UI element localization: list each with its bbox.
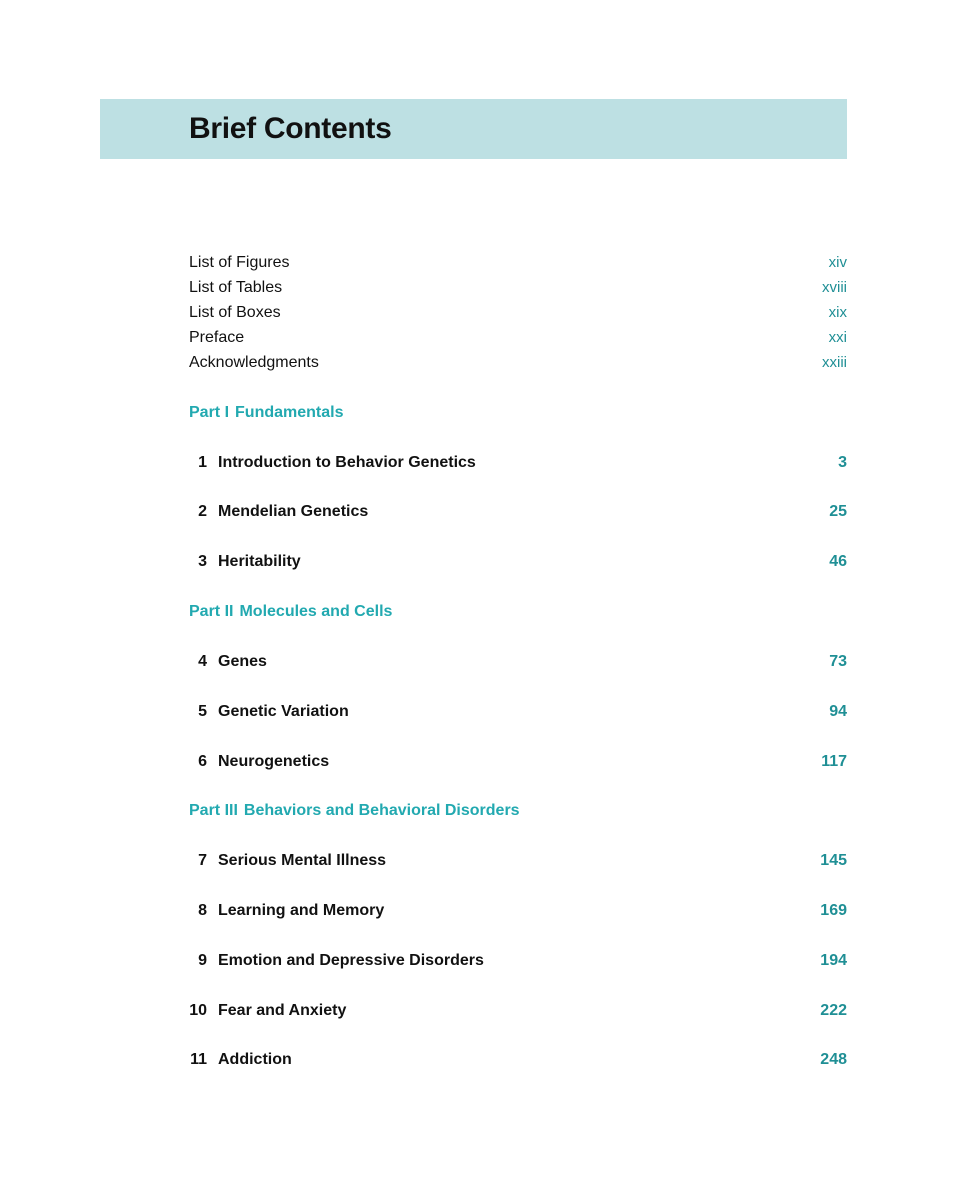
chapter-page: 3 <box>838 454 847 471</box>
part-label: Part II <box>189 603 234 620</box>
toc-entry-label: List of Boxes <box>189 304 281 321</box>
chapter-entry-9[interactable] <box>189 949 847 973</box>
chapter-title: Genetic Variation <box>218 703 349 720</box>
chapter-title: Fear and Anxiety <box>218 1002 347 1019</box>
chapter-page: 145 <box>820 852 847 869</box>
chapter-page: 248 <box>820 1051 847 1068</box>
chapter-entry-3[interactable] <box>189 550 847 574</box>
chapter-entry-8[interactable] <box>189 899 847 923</box>
part-label: Part I <box>189 404 230 421</box>
chapter-page: 194 <box>820 952 847 969</box>
chapter-entry-10[interactable] <box>189 999 847 1023</box>
chapter-number: 7 <box>198 852 207 869</box>
part-name: Behaviors and Behavioral Disorders <box>243 802 520 819</box>
chapter-entry-2[interactable] <box>189 500 847 524</box>
toc-entry-list-of-boxes[interactable] <box>189 301 847 325</box>
toc-entry-page: xviii <box>822 279 847 296</box>
toc-entry-page: xxiii <box>822 354 847 371</box>
chapter-number: 1 <box>198 454 207 471</box>
chapter-number: 3 <box>198 553 207 570</box>
chapter-number: 2 <box>198 503 207 520</box>
part-heading-2[interactable] <box>189 600 847 624</box>
chapter-title: Introduction to Behavior Genetics <box>218 454 476 471</box>
chapter-entry-11[interactable] <box>189 1048 847 1072</box>
toc-entry-page: xiv <box>828 254 847 271</box>
chapter-page: 222 <box>820 1002 847 1019</box>
toc-entry-label: List of Figures <box>189 254 290 271</box>
title-band <box>100 99 847 159</box>
part-heading-3[interactable] <box>189 799 847 823</box>
chapter-title: Neurogenetics <box>218 753 330 770</box>
toc-entry-page: xxi <box>828 329 847 346</box>
toc-entry-label: Acknowledgments <box>189 354 319 371</box>
chapter-entry-7[interactable] <box>189 849 847 873</box>
toc-entry-label: Preface <box>189 329 245 346</box>
chapter-title: Mendelian Genetics <box>218 503 369 520</box>
chapter-title: Heritability <box>218 553 301 570</box>
chapter-number: 6 <box>198 753 207 770</box>
chapter-title: Genes <box>218 653 267 670</box>
chapter-number: 8 <box>198 902 207 919</box>
part-name: Molecules and Cells <box>239 603 393 620</box>
chapter-page: 73 <box>829 653 847 670</box>
toc-entry-list-of-tables[interactable] <box>189 276 847 300</box>
chapter-number: 10 <box>189 1002 207 1019</box>
toc-entry-acknowledgments[interactable] <box>189 351 847 375</box>
chapter-entry-6[interactable] <box>189 750 847 774</box>
chapter-page: 25 <box>829 503 847 520</box>
chapter-entry-1[interactable] <box>189 451 847 475</box>
chapter-number: 9 <box>198 952 207 969</box>
toc-entry-page: xix <box>828 304 847 321</box>
part-heading-1[interactable] <box>189 401 847 425</box>
chapter-number: 5 <box>198 703 207 720</box>
page-title: Brief Contents <box>189 112 392 145</box>
chapter-title: Emotion and Depressive Disorders <box>218 952 484 969</box>
chapter-page: 169 <box>820 902 847 919</box>
chapter-title: Addiction <box>218 1051 292 1068</box>
part-label: Part III <box>189 802 238 819</box>
toc-entry-preface[interactable] <box>189 326 847 350</box>
chapter-page: 117 <box>821 753 847 770</box>
chapter-title: Serious Mental Illness <box>218 852 387 869</box>
toc-entry-list-of-figures[interactable] <box>189 251 847 275</box>
part-name: Fundamentals <box>235 404 344 421</box>
chapter-entry-5[interactable] <box>189 700 847 724</box>
chapter-title: Learning and Memory <box>218 902 385 919</box>
chapter-page: 94 <box>829 703 847 720</box>
chapter-number: 4 <box>198 653 207 670</box>
toc-entry-label: List of Tables <box>189 279 283 296</box>
chapter-entry-4[interactable] <box>189 650 847 674</box>
chapter-number: 11 <box>190 1051 207 1068</box>
chapter-page: 46 <box>829 553 847 570</box>
